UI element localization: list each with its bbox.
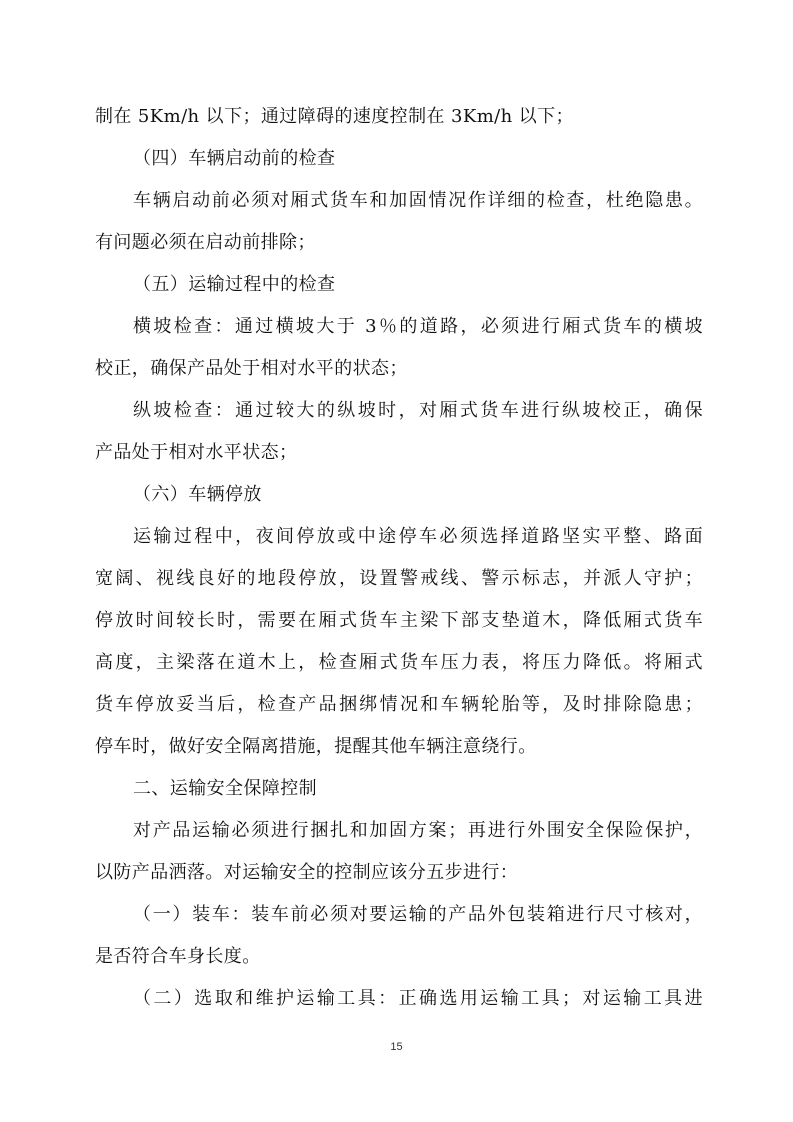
section-heading: （五）运输过程中的检查 [133, 274, 336, 295]
text-line: 以防产品洒落。对运输安全的控制应该分五步进行： [95, 862, 519, 883]
body-text [95, 96, 703, 1020]
text-line: （二）选取和维护运输工具：正确选用运输工具；对运输工具进 [133, 988, 703, 1009]
text-line: 制在 5Km/h 以下；通过障碍的速度控制在 3Km/h 以下； [95, 106, 574, 127]
text-line: 货车停放妥当后，检查产品捆绑情况和车辆轮胎等，及时排除隐患； [95, 694, 703, 715]
text-line: 纵坡检查：通过较大的纵坡时，对厢式货车进行纵坡校正，确保 [133, 400, 703, 421]
text-line: 停放时间较长时，需要在厢式货车主梁下部支垫道木，降低厢式货车 [95, 610, 703, 631]
text-line: 是否符合车身长度。 [95, 946, 261, 967]
text-line: 有问题必须在启动前排除； [95, 232, 316, 253]
text-line: 校正，确保产品处于相对水平的状态； [95, 358, 408, 379]
text-line: 对产品运输必须进行捆扎和加固方案；再进行外围安全保险保护， [133, 820, 703, 841]
text-line: 横坡检查：通过横坡大于 3％的道路，必须进行厢式货车的横坡 [133, 316, 703, 337]
text-line: 停车时，做好安全隔离措施，提醒其他车辆注意绕行。 [95, 736, 537, 757]
chapter-heading: 二、运输安全保障控制 [133, 778, 317, 799]
text-line: 宽阔、视线良好的地段停放，设置警戒线、警示标志，并派人守护； [95, 568, 703, 589]
section-heading: （四）车辆启动前的检查 [133, 148, 336, 169]
text-line: （一）装车：装车前必须对要运输的产品外包装箱进行尺寸核对， [133, 904, 703, 925]
text-line: 产品处于相对水平状态； [95, 442, 298, 463]
page-number: 15 [390, 1041, 403, 1053]
section-heading: （六）车辆停放 [133, 484, 262, 505]
text-line: 车辆启动前必须对厢式货车和加固情况作详细的检查，杜绝隐患。 [133, 190, 703, 211]
text-line: 高度，主梁落在道木上，检查厢式货车压力表，将压力降低。将厢式 [95, 652, 703, 673]
text-line: 运输过程中，夜间停放或中途停车必须选择道路坚实平整、路面 [133, 526, 703, 547]
